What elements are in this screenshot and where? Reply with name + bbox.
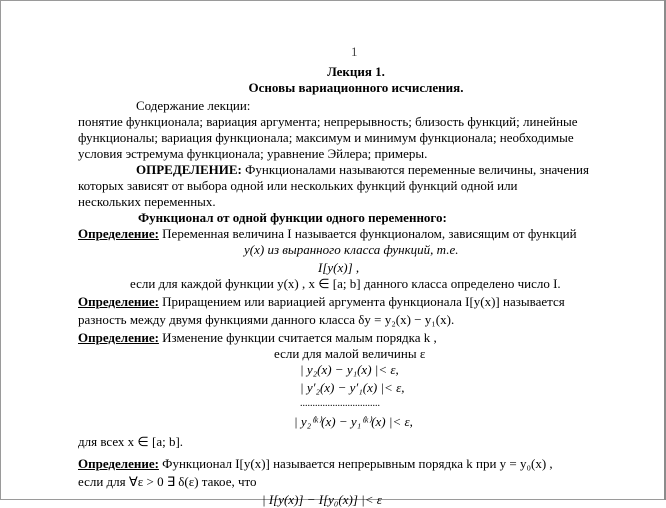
lecture-title: Основы вариационного исчисления. bbox=[248, 80, 464, 95]
def3-line-2: если для малой величины ε bbox=[274, 346, 426, 361]
contents-heading: Содержание лекции: bbox=[136, 98, 251, 113]
page-number: 1 bbox=[351, 44, 358, 59]
def4-label: Определение: bbox=[78, 456, 159, 471]
def2-label: Определение: bbox=[78, 294, 159, 309]
def2-line-2: разность между двумя функциями данного класса δy = y₂(x) − y₁(x). bbox=[78, 312, 455, 327]
main-definition-label: ОПРЕДЕЛЕНИЕ: bbox=[136, 162, 242, 177]
def4-line-1: Определение: Функционал I[y(x)] называется непрерывным порядка k при y = y₀(x) , bbox=[78, 456, 553, 471]
def3-line-1: Определение: Изменение функции считается малым порядка k , bbox=[78, 330, 437, 345]
section-title: Функционал от одной функции одного переменного: bbox=[138, 210, 447, 225]
lecture-number: Лекция 1. bbox=[327, 64, 385, 79]
def3-formula-2: | y′₂(x) − y′₁(x) |< ε, bbox=[300, 380, 405, 395]
main-definition-line-2: которых зависят от выбора одной или нескольких функций функций одной или bbox=[78, 178, 518, 193]
def3-line-3: для всех x ∈ [a; b]. bbox=[78, 434, 184, 449]
def3-formula-3: | y₂⁽ᵏ⁾(x) − y₁⁽ᵏ⁾(x) |< ε, bbox=[294, 414, 413, 429]
contents-line-3: условия эстремума функционала; уравнение Эйлера; примеры. bbox=[78, 146, 428, 161]
def3-dots: ................................ bbox=[300, 398, 380, 409]
def3-formula-1: | y₂(x) − y₁(x) |< ε, bbox=[300, 362, 399, 377]
main-definition-line-3: нескольких переменных. bbox=[78, 194, 216, 209]
def4-line-3: | I[y(x)] − I[y₀(x)] |< ε bbox=[262, 492, 382, 507]
def3-label: Определение: bbox=[78, 330, 159, 345]
def1-label: Определение: bbox=[78, 226, 159, 241]
def1-line-2: y(x) из выранного класса функций, т.е. bbox=[244, 242, 459, 257]
contents-line-2: функционалы; вариация функционала; максимум и минимум функционала; необходимые bbox=[78, 130, 574, 145]
def1-formula: I[y(x)] , bbox=[318, 260, 360, 275]
def2-line-1: Определение: Приращением или вариацией аргумента функционала I[y(x)] называется bbox=[78, 294, 565, 309]
main-definition-line-1: ОПРЕДЕЛЕНИЕ: Функционалами называются переменные величины, значения bbox=[136, 162, 589, 177]
def1-line-1: Определение: Переменная величина I называется функционалом, зависящим от функций bbox=[78, 226, 577, 241]
def4-line-2: если для ∀ε > 0 ∃ δ(ε) такое, что bbox=[78, 474, 257, 489]
contents-line-1: понятие функционала; вариация аргумента; непрерывность; близость функций; линейные bbox=[78, 114, 578, 129]
def1-line-3: если для каждой функции y(x) , x ∈ [a; b] данного класса определено число I. bbox=[130, 276, 561, 291]
